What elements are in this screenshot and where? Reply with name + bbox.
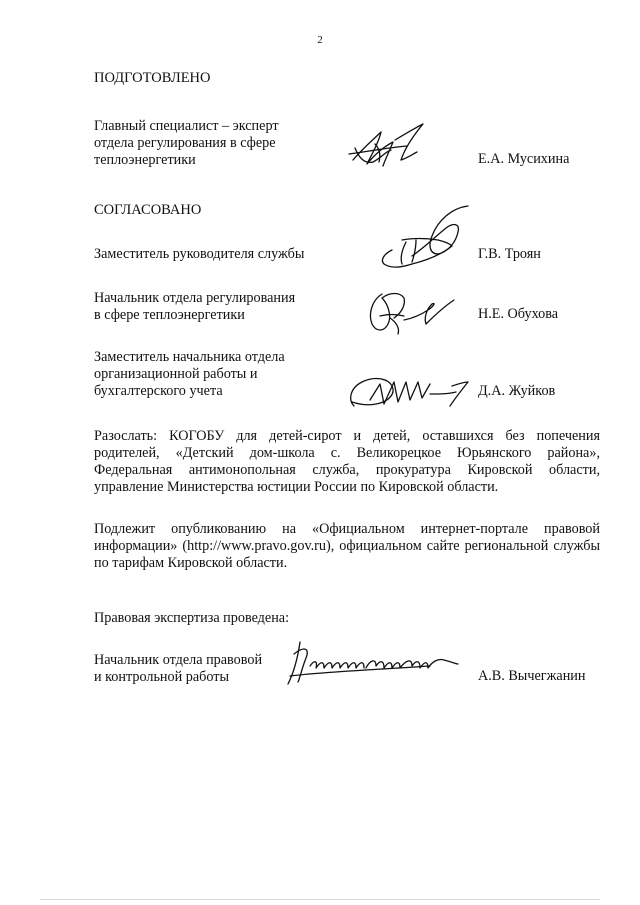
- publication-paragraph: Подлежит опубликованию на «Официальном интернет-портале правовой информации» (http://www.pravo.gov.ru), официальном сайте региональной службы по тарифам Кировской области.: [94, 521, 600, 571]
- signer-name-zhuikov: Д.А. Жуйков: [478, 383, 556, 399]
- signature-zhuikov: [340, 370, 480, 414]
- role-line: организационной работы и: [94, 366, 258, 382]
- signer-role-zhuikov: [94, 349, 344, 400]
- page-number: 2: [317, 34, 323, 46]
- page-edge-line: [40, 899, 600, 900]
- signature-obukhova: [360, 282, 460, 340]
- legal-review-note: Правовая экспертиза проведена:: [94, 610, 290, 626]
- signature-troyan: [372, 198, 482, 280]
- role-line: отдела регулирования в сфере: [94, 135, 276, 151]
- signer-name-troyan: Г.В. Троян: [478, 246, 541, 262]
- signer-role-troyan: [94, 246, 344, 263]
- role-line: Заместитель руководителя службы: [94, 246, 305, 262]
- role-line: бухгалтерского учета: [94, 383, 223, 399]
- role-line: Главный специалист – эксперт: [94, 118, 279, 134]
- role-line: в сфере теплоэнергетики: [94, 307, 245, 323]
- role-line: Начальник отдела правовой: [94, 652, 263, 668]
- signature-musikhina: [345, 118, 435, 180]
- signer-role-obukhova: [94, 290, 344, 324]
- prepared-role: [94, 118, 344, 169]
- role-line: теплоэнергетики: [94, 152, 196, 168]
- signature-vychegzhanin: [280, 636, 465, 692]
- role-line: Начальник отдела регулирования: [94, 290, 296, 306]
- signer-name-obukhova: Н.Е. Обухова: [478, 306, 559, 322]
- prepared-heading: ПОДГОТОВЛЕНО: [94, 70, 211, 86]
- role-line: и контрольной работы: [94, 669, 229, 685]
- distribution-paragraph: Разослать: КОГОБУ для детей-сирот и детей, оставшихся без попечения родителей, «Детский дом-школа с. Великорецкое Юрьянского района», Федеральная антимонопольная служба, прокуратура Кировской области, управление Министерства юстиции России по Кировской области.: [94, 428, 600, 495]
- role-line: Заместитель начальника отдела: [94, 349, 285, 365]
- approved-heading: СОГЛАСОВАНО: [94, 202, 202, 218]
- legal-review-name: А.В. Вычегжанин: [478, 668, 586, 684]
- prepared-name: Е.А. Мусихина: [478, 151, 570, 167]
